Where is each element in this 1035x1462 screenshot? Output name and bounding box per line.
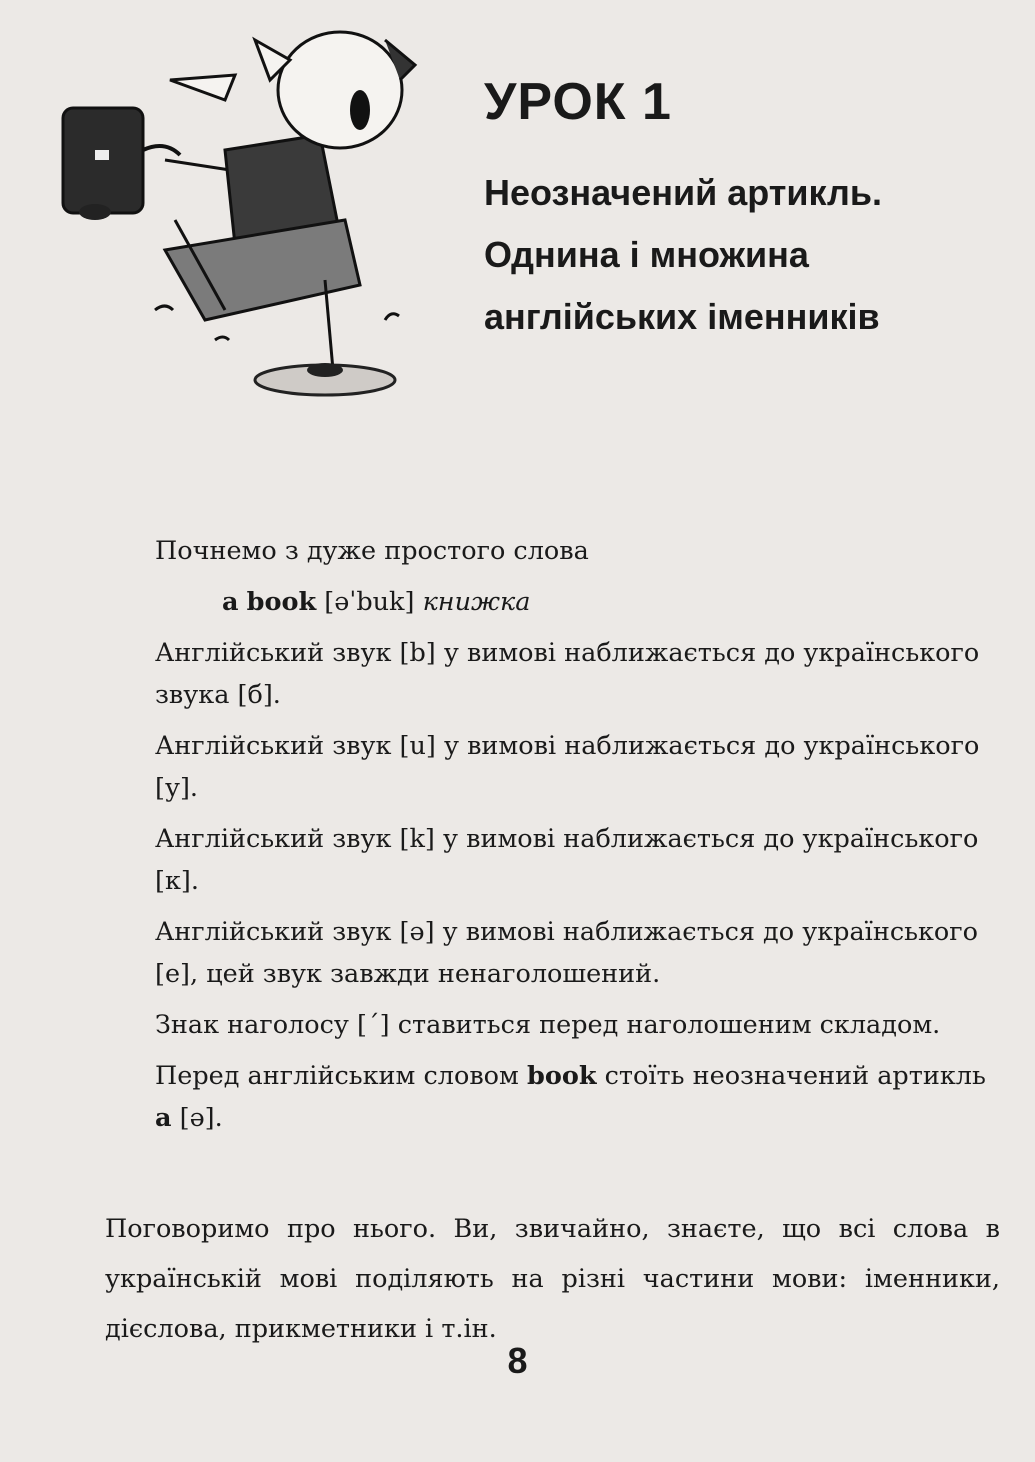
article-note-paragraph	[155, 1055, 1000, 1139]
girl-with-bag-illustration	[55, 20, 445, 400]
lesson-title: УРОК 1	[484, 73, 672, 131]
example-translation: книжка	[422, 587, 531, 617]
closing-paragraph: Поговоримо про нього. Ви, звичайно, знаєте, що всі слова в українській мові поділяють на різні частини мови: іменники, дієслова, прикметники і т.ін.	[105, 1213, 1000, 1344]
example-word	[155, 581, 1000, 623]
example-transcription: [əˈbuk]	[324, 587, 415, 617]
subtitle-line: Неозначений артикль.	[484, 172, 882, 213]
intro-paragraph: Почнемо з дуже простого слова	[155, 536, 589, 566]
subtitle-line: Однина і множина	[484, 234, 809, 275]
article-note-pre: Перед англійським словом	[155, 1061, 519, 1091]
paragraph: Знак наголосу [ˊ] ставиться перед наголошеним складом.	[155, 1010, 941, 1040]
example-article: a	[222, 587, 239, 617]
page-number: 8	[507, 1340, 528, 1381]
paragraph: Англійський звук [b] у вимові наближається до українського звука [б].	[155, 638, 980, 710]
paragraph: Англійський звук [u] у вимові наближається до українського [у].	[155, 731, 980, 803]
article-note-mid: стоїть неозначений артикль	[604, 1061, 986, 1091]
lesson-subtitle	[484, 162, 1024, 348]
article-note-word: book	[526, 1061, 597, 1091]
article-note-post: [ə].	[179, 1103, 223, 1133]
article-note-article: a	[155, 1103, 172, 1133]
paragraph: Англійський звук [ə] у вимові наближається до українського [е], цей звук завжди ненаголошений.	[155, 917, 978, 989]
lesson-body	[155, 530, 1000, 1148]
subtitle-line: англійських іменників	[484, 296, 880, 337]
paragraph: Англійський звук [k] у вимові наближається до українського [к].	[155, 824, 979, 896]
example-word-text: book	[246, 587, 317, 617]
